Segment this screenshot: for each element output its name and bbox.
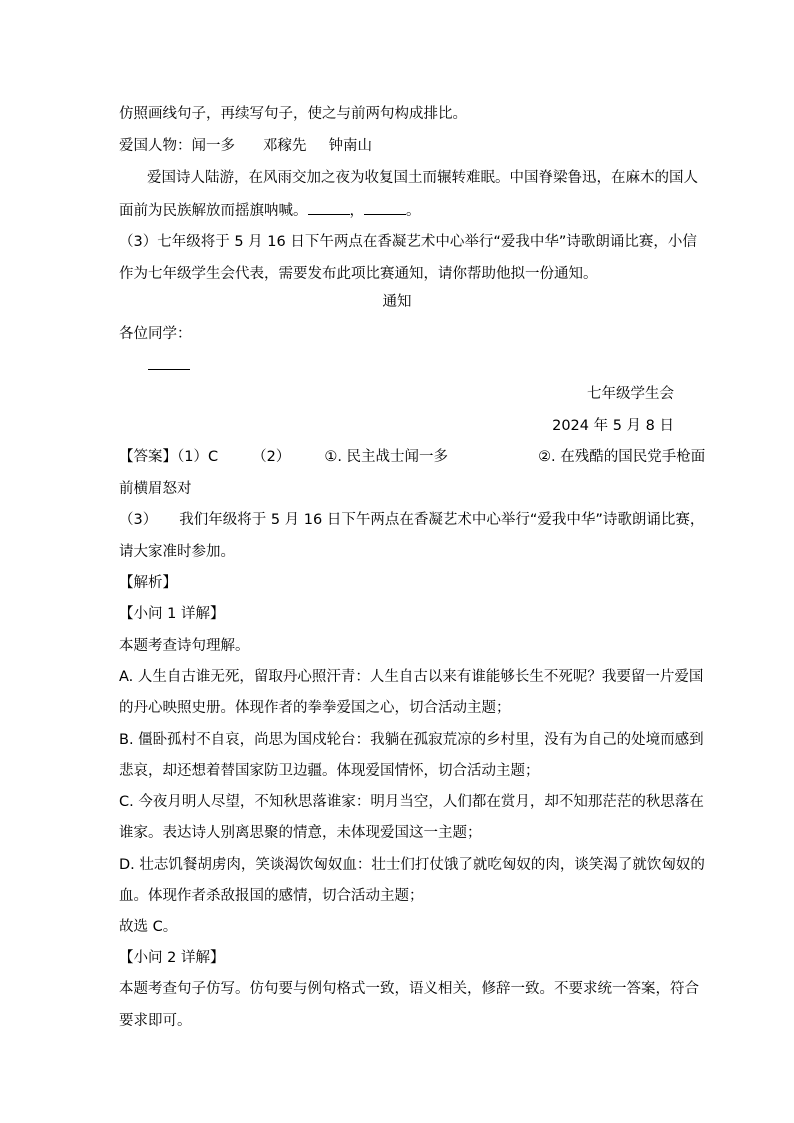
notice-greeting: 各位同学： xyxy=(119,326,192,342)
example-sentence: 爱国诗人陆游，在风雨交加之夜为收复国土而辗转难眠。中国脊梁鲁迅，在麻木的国人 xyxy=(147,170,698,186)
option-b-line2: 悲哀，却还想着替国家防卫边疆。体现爱国情怀，切合活动主题； xyxy=(119,763,540,779)
option-c-line1: C. 今夜月明人尽望，不知秋思落谁家：明月当空，人们都在赏月，却不知那茫茫的秋思落在 xyxy=(119,794,704,810)
notice-date: 2024 年 5 月 8 日 xyxy=(552,418,674,434)
option-a-line2: 的丹心映照史册。体现作者的拳拳爱国之心，切合活动主题； xyxy=(119,700,511,716)
option-b-line1: B. 僵卧孤村不自哀，尚思为国戍轮台：我躺在孤寂荒凉的乡村里，没有为自己的处境而感到 xyxy=(119,732,704,748)
patriot-label: 爱国人物：闻一多 xyxy=(119,138,235,154)
question-3-line2: 作为七年级学生会代表，需要发布此项比赛通知，请你帮助他拟一份通知。 xyxy=(119,266,598,282)
sub-question-2-heading: 【小问 2 详解】 xyxy=(119,950,225,966)
option-d-line2: 血。体现作者杀敌报国的感情，切合活动主题； xyxy=(119,888,424,904)
option-a-line1: A. 人生自古谁无死，留取丹心照汗青：人生自古以来有谁能够长生不死呢？我要留一片爱国 xyxy=(119,669,704,685)
question-3-line1: （3）七年级将于 5 月 16 日下午两点在香凝艺术中心举行“爱我中华”诗歌朗诵比赛，小信 xyxy=(119,234,697,250)
analysis-heading: 【解析】 xyxy=(119,575,177,591)
patriot-3: 钟南山 xyxy=(328,138,372,154)
answer-line-4: 请大家准时参加。 xyxy=(119,544,235,560)
patriot-2: 邓稼先 xyxy=(263,138,307,154)
option-c-line2: 谁家。表达诗人别离思聚的情意，未体现爱国这一主题； xyxy=(119,825,482,841)
notice-signature: 七年级学生会 xyxy=(587,386,674,402)
analysis-text: 本题考查诗句理解。 xyxy=(119,638,250,654)
answer-line: 【答案】（1）C （2） ①. 民主战士闻一多 ②. 在残酷的国民党手枪面 xyxy=(119,449,706,465)
answer-choice: 故选 C。 xyxy=(119,919,178,935)
notice-body-blank xyxy=(148,369,190,370)
fill-blank-1 xyxy=(308,200,350,215)
analysis-text-2: 本题考查句子仿写。仿句要与例句格式一致，语义相关，修辞一致。不要求统一答案，符合 xyxy=(119,981,699,997)
notice-title: 通知 xyxy=(382,294,412,310)
sub-question-1-heading: 【小问 1 详解】 xyxy=(119,606,225,622)
instruction-line: 仿照画线句子，再续写句子，使之与前两句构成排比。 xyxy=(119,106,467,122)
analysis-text-2-cont: 要求即可。 xyxy=(119,1013,192,1029)
fill-blank-2 xyxy=(364,200,406,215)
option-d-line1: D. 壮志饥餐胡虏肉，笑谈渴饮匈奴血：壮士们打仗饿了就吃匈奴的肉，谈笑渴了就饮匈奴的 xyxy=(119,857,705,873)
answer-line-3: （3） 我们年级将于 5 月 16 日下午两点在香凝艺术中心举行“爱我中华”诗歌朗诵比赛， xyxy=(119,512,705,528)
example-sentence-cont: 面前为民族解放而摇旗呐喊。 ， 。 xyxy=(119,200,679,221)
answer-line-2: 前横眉怒对 xyxy=(119,481,192,497)
patriot-list xyxy=(119,136,679,156)
